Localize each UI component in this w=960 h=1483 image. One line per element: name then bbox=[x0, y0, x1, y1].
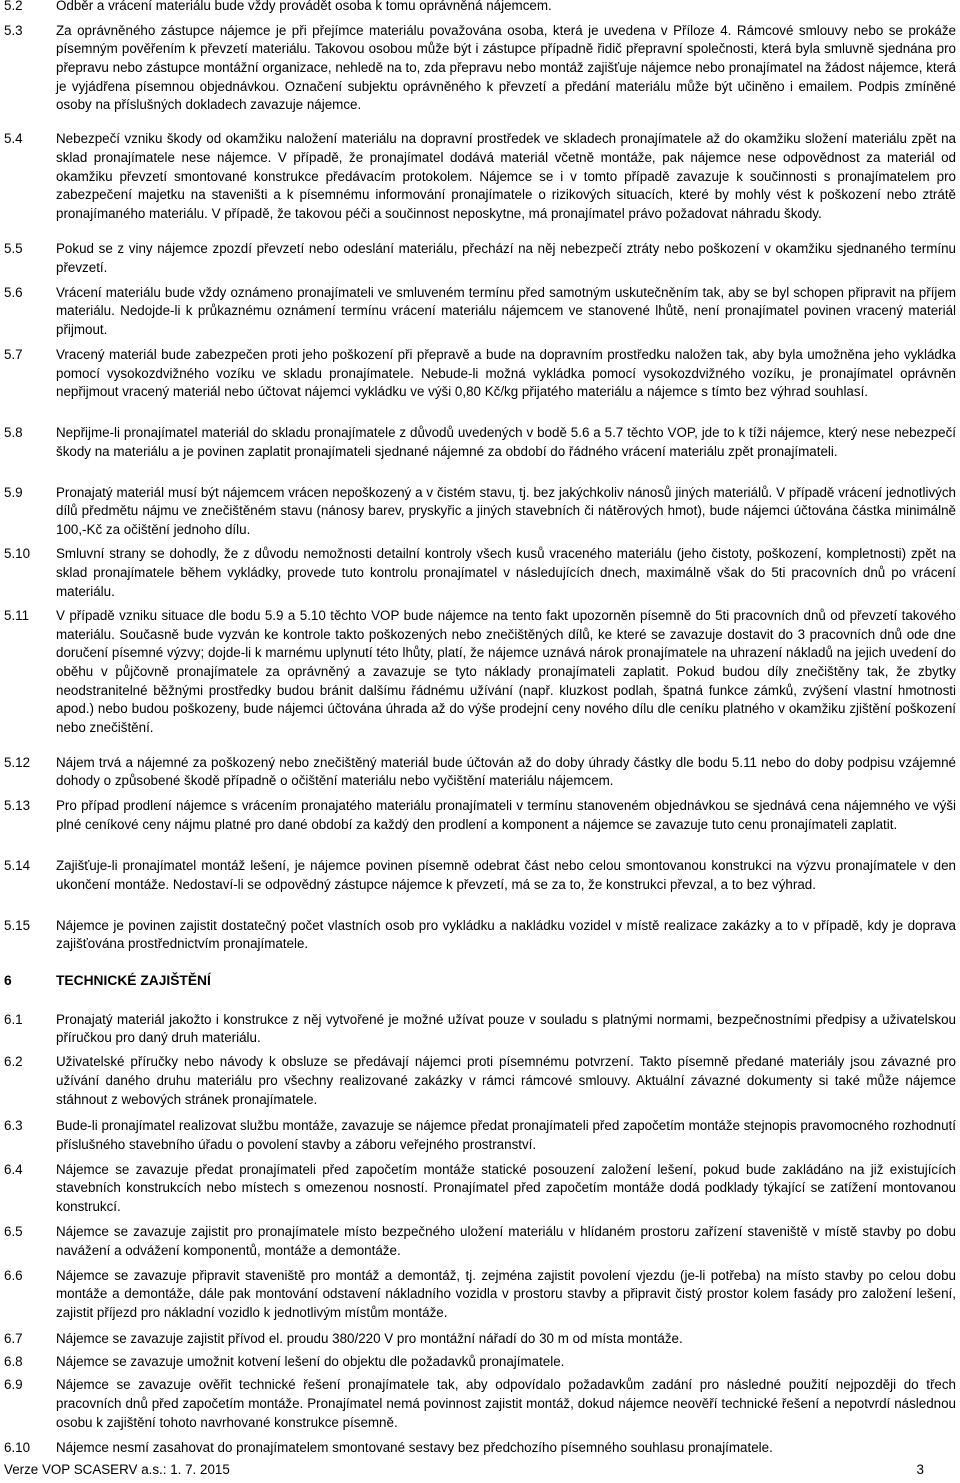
clause-number: 6.2 bbox=[4, 1054, 23, 1070]
clause-6-9 bbox=[4, 1376, 960, 1432]
clause-text: Nájem trvá a nájemné za poškozený nebo znečištěný materiál bude účtován až do doby úhrady částky dle bodu 5.11 nebo do doby podpisu vzájemné dohody o způsobené škodě případně o očištění materiálu nebo vyčištění materiálu nájemcem. bbox=[56, 754, 956, 789]
clause-number: 5.11 bbox=[4, 608, 30, 624]
clause-text: Nájemce se zavazuje připravit staveniště pro montáž a demontáž, tj. zejména zajistit povolení vjezdu (je-li potřeba) na místo stavby po celou dobu montáže a demontáže, dále pak montování odstavení nákladního vozidla v prostoru stavby a připravit čistý prostor kolem fasády pro založení lešení, zajistit příjezd pro nákladní vozidlo k jednotlivým místům montáže. bbox=[56, 1267, 956, 1320]
clause-number: 5.4 bbox=[4, 131, 23, 147]
clause-text: Pro případ prodlení nájemce s vrácením pronajatého materiálu pronajímateli v termínu stanoveném objednávkou se sjednává cena nájemného ve výši plné ceníkové ceny nájmu platné pro dané období za každý den prodlení a komponent a nájemce se zavazuje tuto cenu pronajímateli zaplatit. bbox=[56, 798, 956, 832]
clause-5-7 bbox=[4, 346, 960, 402]
clause-number: 5.14 bbox=[4, 858, 31, 874]
section-title: TECHNICKÉ ZAJIŠTĚNÍ bbox=[56, 972, 211, 988]
clause-6-3 bbox=[4, 1117, 960, 1154]
clause-5-8 bbox=[4, 424, 960, 461]
clause-5-4 bbox=[4, 130, 960, 223]
clause-6-2 bbox=[4, 1053, 960, 1109]
clause-text: Uživatelské příručky nebo návody k obsluze se předávají nájemci proti písemnému potvrzení. Takto písemně předané materiály jsou závazné pro užívání daného druhu materiálu pro všechny realizované zakázky v rámci rámcové smlouvy. Aktuální závazné dokumenty si také může nájemce stáhnout z webových stránek pronajímatele. bbox=[56, 1054, 956, 1107]
clause-number: 6.1 bbox=[4, 1011, 23, 1027]
clause-5-15 bbox=[4, 917, 960, 954]
clause-5-10 bbox=[4, 545, 960, 601]
clause-text: V případě vzniku situace dle bodu 5.9 a 5.10 těchto VOP bude nájemce na tento fakt upozorněn písemně do 5ti pracovních dnů od převzetí takového materiálu. Současně bude vyzván ke kontrole takto poškozených nebo znečištěných dílů, ke které se zavazuje dostavit do 3 pracovních dnů ode dne doručení písemné výzvy; dojde-li k marnému uplynutí této lhůty, platí, že nájemce uznává nárok pronajímatele na uhrazení nákladů na jejich uvedení do oběhu v půjčovně pronajímatele za oprávněný a zavazuje se tyto náklady pronajímateli zaplatit. Pokud budou díly znečištěny tak, že zbytky neodstranitelné běžnými prostředky budou bránit dalšímu řádnému užívání (např. kluzkost podlah, špatná funkce zámků, zvýšení vlastní hmotnosti apod.) nebo budou poškozeny, bude nájemci účtována úhrada až do výše prodejní ceny nového dílu dle ceníku platného v okamžiku zjištění poškození nebo znečištění. bbox=[56, 608, 956, 735]
clause-number: 6.10 bbox=[4, 1440, 31, 1455]
clause-text: Smluvní strany se dohodly, že z důvodu nemožnosti detailní kontroly všech kusů vraceného materiálu (jeho čistoty, poškození, kompletnosti) zpět na sklad pronajímatele během vykládky, provede tuto kontrolu pronajímatel v následujících dnech, maximálně však do 5ti pracovních dnů po vrácení materiálu. bbox=[56, 546, 956, 599]
clause-6-8 bbox=[4, 1353, 960, 1372]
clause-number: 6.3 bbox=[4, 1117, 23, 1133]
clause-text: Nájemce se zavazuje zajistit přívod el. proudu 380/220 V pro montážní nářadí do 30 m od místa montáže. bbox=[56, 1331, 683, 1347]
section-number: 6 bbox=[4, 972, 12, 988]
clause-text: Vrácení materiálu bude vždy oznámeno pronajímateli ve smluveném termínu před samotným uskutečněním tak, aby se byl schopen připravit na příjem materiálu. Nedojde-li k průkaznému oznámení termínu vrácení materiálu nájemcem ve stanovené lhůtě, není pronajímatel povinen vracený materiál přijmout. bbox=[56, 284, 956, 337]
clause-5-9 bbox=[4, 484, 960, 540]
clause-text: Nájemce se zavazuje zajistit pro pronajímatele místo bezpečného uložení materiálu v hlídaném prostoru zařízení staveniště v místě stavby po dobu navážení a odvážení komponentů, montáže a demontáže. bbox=[56, 1224, 956, 1258]
clause-text: Nájemce je povinen zajistit dostatečný počet vlastních osob pro vykládku a nakládku vozidel v místě realizace zakázky a to v případě, kdy je doprava zajišťována prostřednictvím pronajímatele. bbox=[56, 917, 956, 952]
clause-number: 5.2 bbox=[4, 0, 23, 13]
clause-text: Nepřijme-li pronajímatel materiál do skladu pronajímatele z důvodů uvedených v bodě 5.6 a 5.7 těchto VOP, jde to k tíži nájemce, který nese nebezpečí škody na materiálu a je povinen zaplatit pronajímateli sjednané nájemné za období do řádného vrácení materiálu zpět pronajímateli. bbox=[56, 425, 956, 460]
clause-text: Bude-li pronajímatel realizovat službu montáže, zavazuje se nájemce předat pronajímateli před započetím montáže stejnopis pravomocného rozhodnutí příslušného stavebního úřadu o povolení stavby a záboru veřejného prostranství. bbox=[56, 1117, 956, 1152]
clause-text: Nájemce se zavazuje ověřit technické řešení pronajímatele tak, aby odpovídalo požadavkům zadání pro následné použití nejpozději do třech pracovních dnů před započetím montáže. Pronajímatel nemá povinnost zajistit montáž, dokud nájemce neověří technické řešení a nepotvrdí následnou osobu k zajištění tohoto navrhované konstrukce písemně. bbox=[56, 1377, 956, 1430]
clause-number: 5.6 bbox=[4, 284, 23, 300]
clause-text: Nájemce se zavazuje umožnit kotvení lešení do objektu dle požadavků pronajímatele. bbox=[56, 1354, 565, 1370]
clause-5-5 bbox=[4, 240, 960, 277]
clause-number: 5.3 bbox=[4, 22, 23, 38]
clause-number: 6.4 bbox=[4, 1161, 23, 1177]
clause-number: 6.9 bbox=[4, 1377, 23, 1393]
document-version: Verze VOP SCASERV a.s.: 1. 7. 2015 bbox=[4, 1462, 230, 1477]
clause-number: 6.5 bbox=[4, 1224, 23, 1240]
clause-text: Nájemce nesmí zasahovat do pronajímatelem smontované sestavy bez předchozího písemného souhlasu pronajímatele. bbox=[56, 1440, 773, 1455]
clause-6-6 bbox=[4, 1267, 960, 1323]
page-footer bbox=[4, 1462, 924, 1478]
clause-6-5 bbox=[4, 1223, 960, 1260]
clause-text: Nájemce se zavazuje předat pronajímateli před započetím montáže statické posouzení založení lešení, pokud bude zakládáno na již existujících stavebních konstrukcích nebo místech s omezenou nosností. Pronajímatel před započetím montáže dodá podklady týkající se zatížení montovanou konstrukcí. bbox=[56, 1161, 956, 1214]
clause-text: Pokud se z viny nájemce zpozdí převzetí nebo odeslání materiálu, přechází na něj nebezpečí ztráty nebo poškození v okamžiku sjednaného termínu převzetí. bbox=[56, 240, 956, 275]
clause-text: Pronajatý materiál jakožto i konstrukce z něj vytvořené je možné užívat pouze v souladu s platnými normami, bezpečnostními předpisy a uživatelskou příručkou pro daný druh materiálu. bbox=[56, 1011, 956, 1046]
clause-5-14 bbox=[4, 857, 960, 894]
clause-text: Za oprávněného zástupce nájemce je při přejímce materiálu považována osoba, která je uvedena v Příloze 4. Rámcové smlouvy nebo se prokáže písemným pověřením k převzetí materiálu. Takovou osobou může být i zástupce případně řidič přepravní společnosti, která byla smluvně sjednána pro přepravu nebo zástupce montážní organizace, nehledě na to, zda přepravu nebo montáž zajišťuje nájemce nebo pronajímatel na žádost nájemce, která je vyjádřena písemnou objednávkou. Označení subjektu oprávněného k převzetí a předání materiálu může být učiněno i emailem. Podpis zmíněné osoby na příslušných dokladech zavazuje nájemce. bbox=[56, 22, 956, 113]
clause-5-3 bbox=[4, 22, 960, 115]
clause-5-12 bbox=[4, 754, 960, 791]
clause-number: 5.8 bbox=[4, 425, 23, 441]
clause-number: 5.15 bbox=[4, 917, 31, 933]
clause-number: 5.9 bbox=[4, 484, 23, 500]
page-number: 3 bbox=[916, 1462, 924, 1477]
clause-text: Pronajatý materiál musí být nájemcem vrácen nepoškozený a v čistém stavu, tj. bez jakýchkoliv nánosů jiných materiálů. V případě vrácení jednotlivých dílů předmětu nájmu ve znečištěném stavu (nánosy barev, pryskyřic a jiných stavebních či nátěrových hmot), bude nájemci účtována částka minimálně 100,-Kč za očištění jednoho dílu. bbox=[56, 484, 956, 537]
clause-number: 5.13 bbox=[4, 798, 31, 814]
clause-text: Odběr a vrácení materiálu bude vždy provádět osoba k tomu oprávněná nájemcem. bbox=[56, 0, 552, 13]
clause-6-10 bbox=[4, 1439, 960, 1458]
clause-5-13 bbox=[4, 797, 960, 834]
clause-6-7 bbox=[4, 1330, 960, 1349]
section-heading bbox=[4, 972, 960, 991]
clause-text: Nebezpečí vzniku škody od okamžiku naložení materiálu na dopravní prostředek ve skladech pronajímatele až do okamžiku složení materiálu zpět na sklad pronajímatele nese nájemce. V případě, že pronajímatel dodává materiál včetně montáže, pak nájemce nese odpovědnost za materiál od okamžiku převzetí smontované konstrukce předávacím protokolem. Nájemce se i v tomto případě zavazuje k součinnosti s pronajímatelem pro zabezpečení majetku na staveništi a k písemnému informování pronajímatele o rizikových situacích, které by mohly vést k poškození nebo ztrátě pronajímaného materiálu. V případě, že takovou péči a součinnost neposkytne, má pronajímatel právo požadovat náhradu škody. bbox=[56, 131, 956, 221]
clause-6-4 bbox=[4, 1161, 960, 1217]
clause-6-1 bbox=[4, 1011, 960, 1048]
clause-number: 6.8 bbox=[4, 1354, 23, 1370]
clause-number: 5.12 bbox=[4, 754, 31, 770]
clause-number: 6.6 bbox=[4, 1267, 23, 1283]
clause-5-6 bbox=[4, 284, 960, 340]
clause-text: Zajišťuje-li pronajímatel montáž lešení, je nájemce povinen písemně odebrat část nebo celou smontovanou konstrukci na výzvu pronajímatele v den ukončení montáže. Nedostaví-li se odpovědný zástupce nájemce k převzetí, má se za to, že konstrukci převzal, a to bez výhrad. bbox=[56, 858, 956, 893]
clause-number: 5.5 bbox=[4, 240, 23, 256]
clause-text: Vracený materiál bude zabezpečen proti jeho poškození při přepravě a bude na dopravním prostředku naložen tak, aby byla umožněna jeho vykládka pomocí vysokozdvižného vozíku ve skladu pronajímatele. Nebude-li možná vykládka pomocí vysokozdvižného vozíku, je pronajímatel oprávněn nepřijmout vracený materiál nebo účtovat nájemci vykládku ve výši 0,80 Kč/kg přijatého materiálu a nájemce s tímto bez výhrad souhlasí. bbox=[56, 347, 956, 400]
clause-number: 5.10 bbox=[4, 546, 31, 562]
clause-5-11 bbox=[4, 607, 960, 737]
clause-5-2 bbox=[4, 0, 960, 16]
clause-number: 6.7 bbox=[4, 1331, 23, 1347]
clause-number: 5.7 bbox=[4, 347, 23, 363]
